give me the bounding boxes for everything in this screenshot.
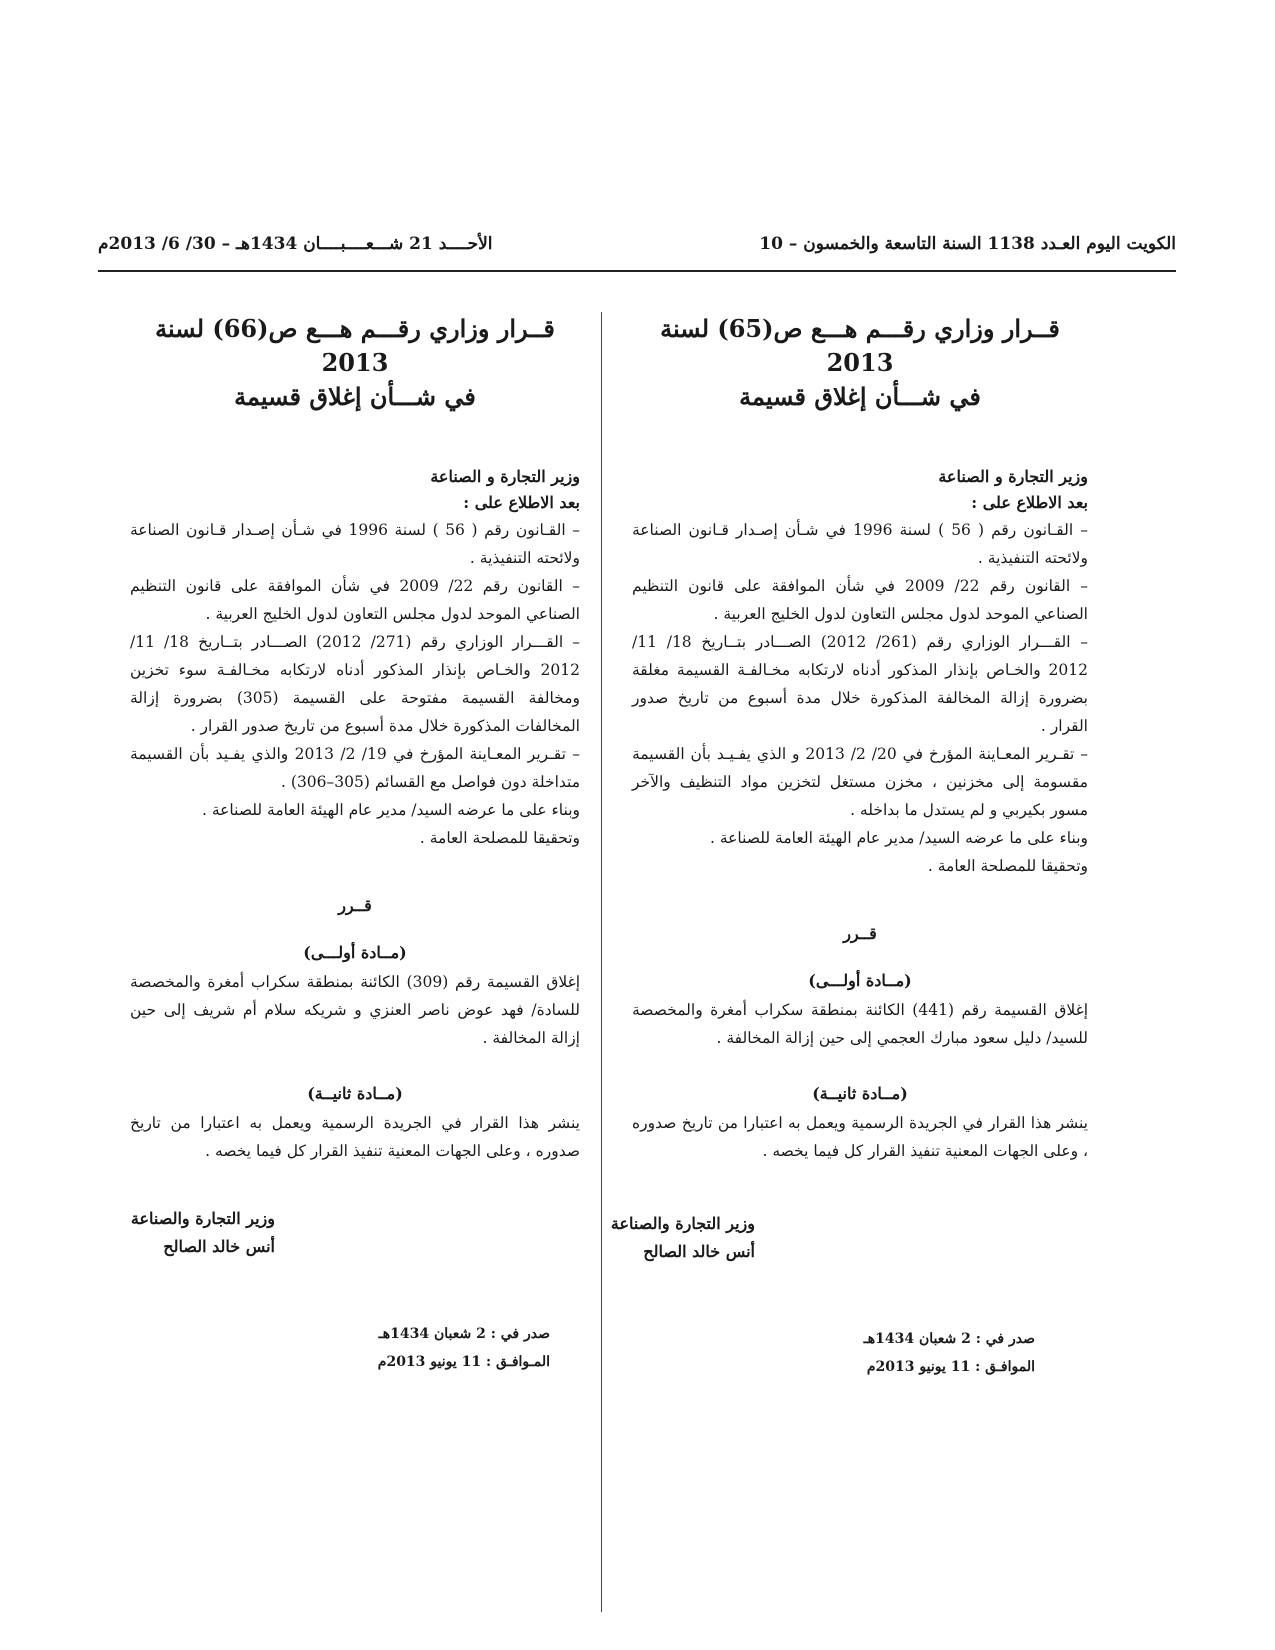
preamble-paragraph: – القـــرار الوزاري رقم (261/ 2012) الصـــادر بتــاريخ 18/ 11/ 2012 والخـاص بإنذار المذكور أدناه لارتكابه مخـالفـة القسيمة مغلقة بضرورة إزالة المخالفة المذكورة خلال مدة أسبوع من تاريخ صدور القرار .: [632, 633, 1089, 735]
article-2-title: (مــادة ثانيــة): [307, 1084, 403, 1103]
decision-66-title-line2: في شـــأن إغلاق قسيمة: [234, 382, 476, 411]
header-issue-info: الكويت اليوم العـدد 1138 السنة التاسعة والخمسون – 10: [759, 234, 1176, 254]
preamble-paragraph: وبناء على ما عرضه السيد/ مدير عام الهيئة العامة للصناعة .: [710, 829, 1088, 847]
decision-66-title-line1: قــرار وزاري رقـــم هـــع ص(66) لسنة 2013: [155, 314, 555, 377]
decision-65-column: [632, 312, 1088, 1165]
decision-65-title-line1: قــرار وزاري رقـــم هـــع ص(65) لسنة 2013: [660, 314, 1060, 377]
preamble-paragraph: – القـانون رقم ( 56 ) لسنة 1996 في شـأن إصـدار قـانون الصناعة ولائحته التنفيذية .: [130, 521, 580, 567]
decided-heading: قــرر: [338, 896, 372, 915]
preamble-paragraph: – القـانون رقم ( 56 ) لسنة 1996 في شـأن إصـدار قـانون الصناعة ولائحته التنفيذية .: [632, 521, 1088, 567]
decided-heading: قــرر: [843, 924, 877, 943]
article-1-title: (مــادة أولـــى): [303, 943, 407, 962]
decision-65-signature: [611, 1210, 755, 1266]
after-review-heading: بعد الاطلاع على :: [971, 493, 1088, 512]
page-header: [98, 230, 1176, 272]
preamble-paragraph: – تقـرير المعـاينة المؤرخ في 20/ 2/ 2013 و الذي يفـيـد بأن القسيمة مقسومة إلى مخزنين ، مخزن مستغل لتخزين مواد التنظيف والآخر مسور بكيربي و لم يستدل ما بداخله .: [632, 745, 1088, 819]
preamble-paragraph: وتحقيقا للمصلحة العامة .: [419, 829, 580, 847]
column-divider: [601, 312, 602, 1612]
minister-heading: وزير التجارة و الصناعة: [938, 467, 1088, 486]
decision-66-title: [130, 312, 580, 414]
decision-65-title: [632, 312, 1088, 414]
header-date: الأحــــد 21 شـــعــــبــــان 1434هـ – 30/ 6/ 2013م: [98, 234, 493, 254]
signature-name: أنس خالد الصالح: [163, 1237, 275, 1256]
preamble-paragraph: وتحقيقا للمصلحة العامة .: [927, 857, 1088, 875]
article-2-title: (مــادة ثانيــة): [812, 1084, 908, 1103]
article-2-text: ينشر هذا القرار في الجريدة الرسمية ويعمل به اعتبارا من تاريخ صدوره ، وعلى الجهات المعنية تنفيذ القرار كل فيما يخصه .: [130, 1114, 580, 1160]
after-review-heading: بعد الاطلاع على :: [463, 493, 580, 512]
decision-65-title-line2: في شـــأن إغلاق قسيمة: [739, 382, 981, 411]
article-2-text: ينشر هذا القرار في الجريدة الرسمية ويعمل به اعتبارا من تاريخ صدوره ، وعلى الجهات المعنية تنفيذ القرار كل فيما يخصه .: [632, 1114, 1088, 1160]
decision-66-signature: [131, 1205, 275, 1261]
minister-heading: وزير التجارة و الصناعة: [430, 467, 580, 486]
issued-on: صدر في : 2 شعبان 1434هـ: [863, 1331, 1035, 1347]
issued-on: صدر في : 2 شعبان 1434هـ: [378, 1326, 550, 1342]
decision-65-issue-date: [864, 1325, 1035, 1381]
preamble-paragraph: – القانون رقم 22/ 2009 في شأن الموافقة على قانون التنظيم الصناعي الموحد لدول مجلس التعاون لدول الخليج العربية .: [632, 577, 1088, 623]
article-1-text: إغلاق القسيمة رقم (309) الكائنة بمنطقة سكراب أمغرة والمخصصة للسادة/ فهد عوض ناصر العنزي و شريكه سلام أم شريف إلى حين إزالة المخالفة .: [130, 973, 581, 1047]
decision-66-column: [130, 312, 580, 1165]
preamble-paragraph: وبناء على ما عرضه السيد/ مدير عام الهيئة العامة للصناعة .: [202, 801, 580, 819]
article-1-text: إغلاق القسيمة رقم (441) الكائنة بمنطقة سكراب أمغرة والمخصصة للسيد/ دليل سعود مبارك العجمي إلى حين إزالة المخالفة .: [632, 1001, 1089, 1047]
preamble-paragraph: – القـــرار الوزاري رقم (271/ 2012) الصـــادر بتــاريخ 18/ 11/ 2012 والخـاص بإنذار المذكور أدناه لارتكابه مخـالفـة سوء تخزين ومخالفة القسيمة مفتوحة على القسيمة (305) بضرورة إزالة المخالفات المذكورة خلال مدة أسبوع من تاريخ صدور القرار .: [130, 633, 580, 735]
decision-66-issue-date: [378, 1320, 550, 1376]
corresponding-date: الموافـق : 11 يونيو 2013م: [866, 1359, 1035, 1375]
signature-title: وزير التجارة والصناعة: [130, 1209, 275, 1228]
corresponding-date: المـوافـق : 11 يونيو 2013م: [377, 1354, 550, 1370]
signature-name: أنس خالد الصالح: [643, 1242, 755, 1261]
signature-title: وزير التجارة والصناعة: [610, 1214, 755, 1233]
preamble-paragraph: – تقـرير المعـاينة المؤرخ في 19/ 2/ 2013 والذي يفـيد بأن القسيمة متداخلة دون فواصل مع القسائم (305–306) .: [130, 745, 580, 791]
article-1-title: (مــادة أولـــى): [808, 971, 912, 990]
preamble-paragraph: – القانون رقم 22/ 2009 في شأن الموافقة على قانون التنظيم الصناعي الموحد لدول مجلس التعاون لدول الخليج العربية .: [130, 577, 580, 623]
